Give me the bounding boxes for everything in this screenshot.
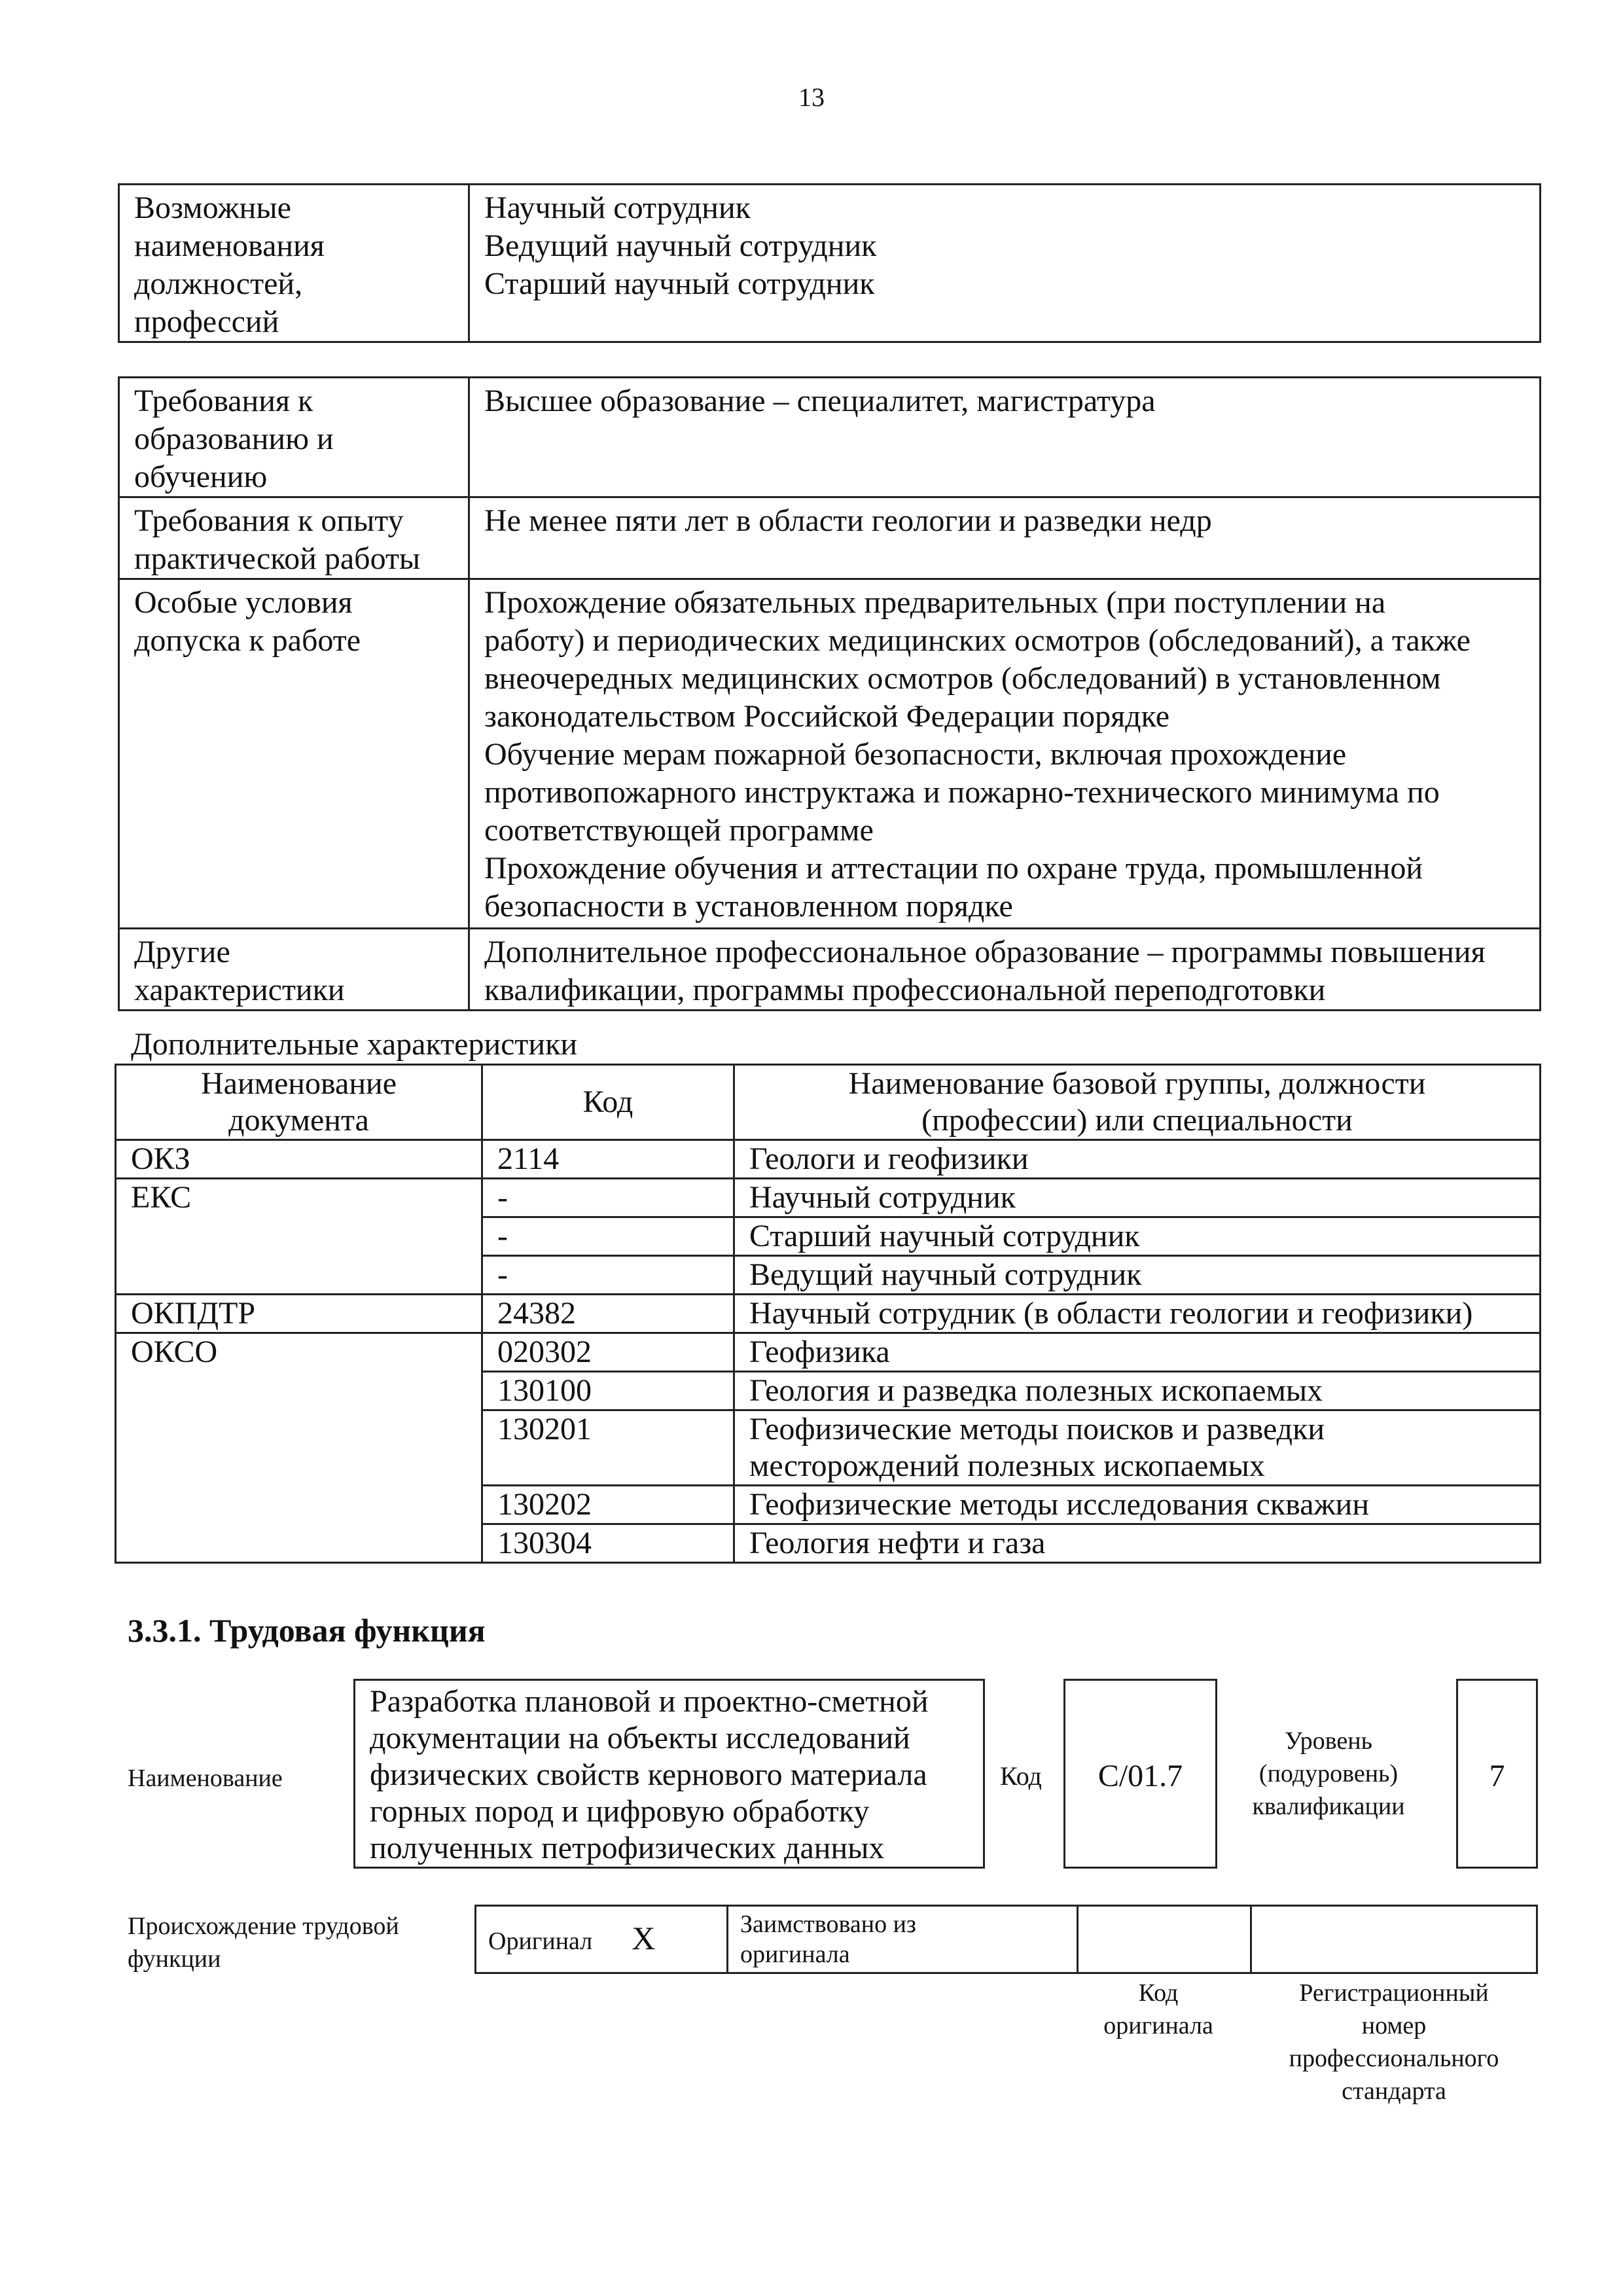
positions-label: Возможные наименования должностей, профессий — [119, 185, 469, 342]
row-code: - — [482, 1179, 734, 1217]
code-box: C/01.7 — [1063, 1679, 1217, 1869]
header-document: Наименование документа — [116, 1065, 482, 1140]
code-label: Код — [1000, 1761, 1042, 1791]
doc-okz: ОКЗ — [116, 1140, 482, 1179]
function-name-box: Разработка плановой и проектно-сметной документации на объекты исследований физических свойств кернового материала горных пород и цифровую обработку полученных петрофизических данных — [353, 1679, 985, 1869]
experience-value: Не менее пяти лет в области геологии и разведки недр — [469, 497, 1541, 579]
section-title: 3.3.1. Трудовая функция — [128, 1612, 486, 1649]
table-row — [116, 1179, 1541, 1217]
row-name: Геология нефти и газа — [734, 1524, 1541, 1563]
doc-empty — [116, 1524, 482, 1563]
other-value: Дополнительное профессиональное образование – программы повышения квалификации, программы профессиональной переподготовки — [469, 929, 1541, 1011]
header-name: Наименование базовой группы, должности (профессии) или специальности — [734, 1065, 1541, 1140]
origin-label: Происхождение трудовой функции — [128, 1912, 399, 1973]
doc-okpdtr: ОКПДТР — [116, 1295, 482, 1333]
row-name: Геология и разведка полезных ископаемых — [734, 1372, 1541, 1410]
table-row — [116, 1524, 1541, 1563]
row-code: - — [482, 1256, 734, 1295]
row-name: Старший научный сотрудник — [734, 1217, 1541, 1256]
table-row — [116, 1410, 1541, 1486]
doc-empty — [116, 1217, 482, 1256]
original-label: Оригинал — [488, 1927, 593, 1955]
education-value: Высшее образование – специалитет, магистратура — [469, 378, 1541, 497]
page-number: 13 — [798, 82, 825, 112]
original-cell — [476, 1906, 728, 1973]
table-row — [116, 1217, 1541, 1256]
other-label: Другие характеристики — [119, 929, 469, 1011]
original-mark: X — [632, 1919, 656, 1956]
positions-value: Научный сотрудник Ведущий научный сотрудник Старший научный сотрудник — [469, 185, 1541, 342]
table-row — [116, 1256, 1541, 1295]
original-code-cell — [1078, 1906, 1251, 1973]
table-row — [116, 1333, 1541, 1372]
row-name: Геологи и геофизики — [734, 1140, 1541, 1179]
doc-empty — [116, 1256, 482, 1295]
additional-title: Дополнительные характеристики — [131, 1027, 578, 1062]
registration-number-cell — [1251, 1906, 1537, 1973]
row-name: Геофизические методы исследования скважин — [734, 1486, 1541, 1524]
row-code: 2114 — [482, 1140, 734, 1179]
requirements-table — [118, 376, 1541, 1011]
doc-empty — [116, 1486, 482, 1524]
row-code: 130100 — [482, 1372, 734, 1410]
row-code: 130304 — [482, 1524, 734, 1563]
education-label: Требования к образованию и обучению — [119, 378, 469, 497]
doc-empty — [116, 1372, 482, 1410]
table-row — [116, 1140, 1541, 1179]
row-name: Ведущий научный сотрудник — [734, 1256, 1541, 1295]
row-code: 130201 — [482, 1410, 734, 1486]
doc-empty — [116, 1410, 482, 1486]
registration-number-caption: Регистрационный номер профессионального стандарта — [1289, 1979, 1499, 2105]
admission-value: Прохождение обязательных предварительных (при поступлении на работу) и периодических медицинских осмотров (обследований), а также внеочередных медицинских осмотров (обследований) в установленном законодательством Российской Федерации порядке Обучение мерам пожарной безопасности, включая прохождение противопожарного инструктажа и пожарно-технического минимума по соответствующей программе Прохождение обучения и аттестации по охране труда, промышленной безопасности в установленном порядке — [469, 579, 1541, 929]
row-code: 24382 — [482, 1295, 734, 1333]
origin-table — [474, 1905, 1538, 1974]
row-code: 130202 — [482, 1486, 734, 1524]
row-code: - — [482, 1217, 734, 1256]
header-code: Код — [482, 1065, 734, 1140]
level-box: 7 — [1456, 1679, 1538, 1869]
doc-eks: ЕКС — [116, 1179, 482, 1217]
admission-label: Особые условия допуска к работе — [119, 579, 469, 929]
name-label: Наименование — [128, 1765, 283, 1792]
borrowed-cell: Заимствовано из оригинала — [728, 1906, 1078, 1973]
table-row — [116, 1295, 1541, 1333]
additional-table — [115, 1064, 1541, 1564]
doc-okso: ОКСО — [116, 1333, 482, 1372]
row-name: Геофизические методы поисков и разведки месторождений полезных ископаемых — [734, 1410, 1541, 1486]
level-label: Уровень (подуровень) квалификации — [1252, 1727, 1405, 1820]
row-name: Научный сотрудник — [734, 1179, 1541, 1217]
row-name: Геофизика — [734, 1333, 1541, 1372]
table-row — [116, 1486, 1541, 1524]
row-code: 020302 — [482, 1333, 734, 1372]
positions-table — [118, 183, 1541, 343]
table-row — [116, 1372, 1541, 1410]
row-name: Научный сотрудник (в области геологии и геофизики) — [734, 1295, 1541, 1333]
original-code-caption: Код оригинала — [1103, 1979, 1213, 2039]
experience-label: Требования к опыту практической работы — [119, 497, 469, 579]
